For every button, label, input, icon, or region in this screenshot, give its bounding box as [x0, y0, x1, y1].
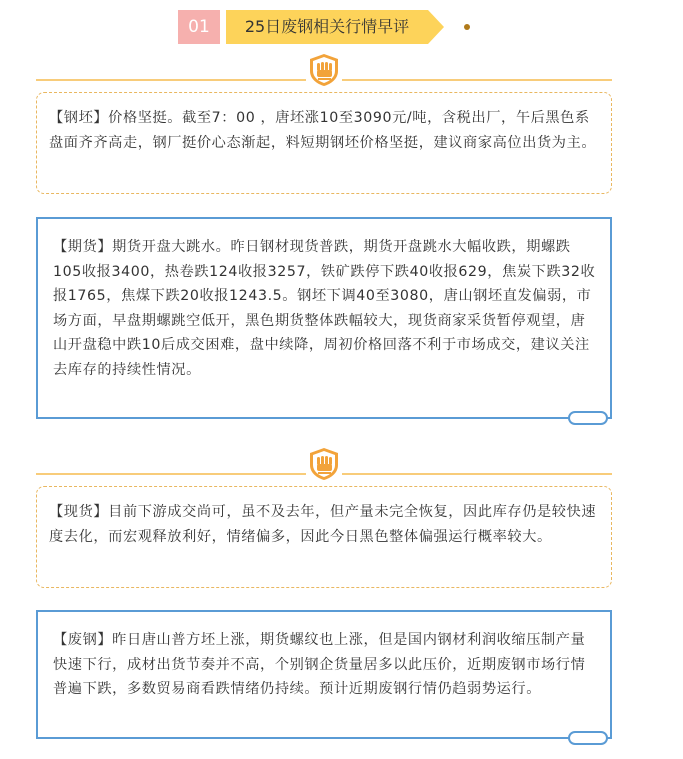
section-number: 01 — [178, 10, 220, 44]
billet-section — [36, 92, 612, 194]
spot-text: 【现货】目前下游成交尚可，虽不及去年，但产量未完全恢复，因此库存仍是较快速度去化，而宏观释放利好，情绪偏多，因此今日黑色整体偏强运行概率较大。 — [49, 504, 597, 545]
futures-text: 【期货】期货开盘大跳水。昨日钢材现货普跌，期货开盘跳水大幅收跌，期螺跌105收报3400，热卷跌124收报3257，铁矿跌停下跌40收报629，焦炭下跌32收报1765，焦煤下跌20收报1243.5。钢坯下调40至3080，唐山钢坯直发偏弱，市场方面，早盘期螺跳空低开，黑色期货整体跌幅较大，现货商家采货暂停观望，唐山开盘稳中跌10后成交困难，盘中续降，周初价格回落不利于市场成交，建议关注去库存的持续性情况。 — [53, 239, 596, 378]
fist-shield-icon — [306, 446, 342, 482]
badge-divider — [36, 466, 612, 482]
scrap-text: 【废钢】昨日唐山普方坯上涨，期货螺纹也上涨，但是国内钢材利润收缩压制产量快速下行，成材出货节奏并不高，个别钢企货量居多以此压价，近期废钢市场行情普遍下跌，多数贸易商看跌情绪仍持续。预计近期废钢行情仍趋弱势运行。 — [53, 632, 586, 697]
scrap-section — [36, 610, 612, 739]
section-title: 25日废钢相关行情早评 — [226, 10, 428, 44]
title-dot-decoration — [464, 24, 470, 30]
corner-tag-decoration — [568, 731, 608, 745]
corner-tag-decoration — [568, 411, 608, 425]
futures-section — [36, 217, 612, 419]
badge-divider — [36, 72, 612, 88]
spot-section — [36, 486, 612, 588]
billet-text: 【钢坯】价格坚挺。截至7：00 ，唐坯涨10至3090元/吨，含税出厂，午后黑色系盘面齐齐高走，钢厂挺价心态渐起，料短期钢坯价格坚挺，建议商家高位出货为主。 — [49, 110, 597, 151]
fist-shield-icon — [306, 52, 342, 88]
title-arrow-decoration — [428, 10, 444, 44]
section-header — [178, 10, 478, 44]
